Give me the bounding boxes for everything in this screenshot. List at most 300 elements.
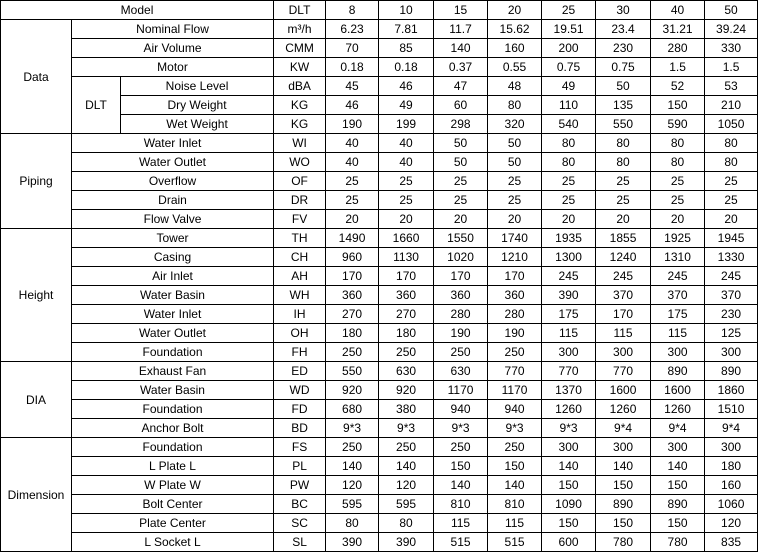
value-cell: 25	[379, 191, 434, 210]
value-cell: 49	[542, 77, 596, 96]
value-cell: 25	[705, 191, 758, 210]
table-row	[1, 343, 758, 362]
value-cell: 9*3	[434, 419, 488, 438]
value-cell: 1860	[705, 381, 758, 400]
value-cell: 80	[542, 153, 596, 172]
row-unit: WD	[274, 381, 326, 400]
table-row	[1, 77, 758, 96]
value-cell: 1260	[651, 400, 705, 419]
value-cell: 20	[379, 210, 434, 229]
model-column-header: 10	[379, 1, 434, 20]
group-label: DIA	[1, 362, 72, 438]
value-cell: 150	[651, 476, 705, 495]
row-label: Foundation	[72, 438, 274, 457]
value-cell: 1260	[542, 400, 596, 419]
value-cell: 52	[651, 77, 705, 96]
value-cell: 125	[705, 324, 758, 343]
value-cell: 550	[596, 115, 651, 134]
table-row	[1, 495, 758, 514]
row-unit: OH	[274, 324, 326, 343]
table-row	[1, 457, 758, 476]
value-cell: 19.51	[542, 20, 596, 39]
value-cell: 1600	[651, 381, 705, 400]
value-cell: 170	[596, 305, 651, 324]
value-cell: 25	[488, 172, 542, 191]
value-cell: 50	[434, 134, 488, 153]
row-label: Casing	[72, 248, 274, 267]
value-cell: 199	[379, 115, 434, 134]
value-cell: 270	[379, 305, 434, 324]
value-cell: 1945	[705, 229, 758, 248]
value-cell: 140	[434, 39, 488, 58]
value-cell: 150	[542, 476, 596, 495]
value-cell: 370	[705, 286, 758, 305]
value-cell: 550	[326, 362, 379, 381]
value-cell: 20	[488, 210, 542, 229]
value-cell: 25	[542, 172, 596, 191]
value-cell: 25	[651, 172, 705, 191]
row-unit: FV	[274, 210, 326, 229]
value-cell: 25	[705, 172, 758, 191]
row-label: Drain	[72, 191, 274, 210]
value-cell: 180	[326, 324, 379, 343]
value-cell: 9*3	[542, 419, 596, 438]
value-cell: 80	[488, 96, 542, 115]
value-cell: 80	[596, 134, 651, 153]
value-cell: 1020	[434, 248, 488, 267]
value-cell: 150	[651, 514, 705, 533]
value-cell: 140	[651, 457, 705, 476]
value-cell: 40	[379, 153, 434, 172]
value-cell: 1210	[488, 248, 542, 267]
value-cell: 120	[705, 514, 758, 533]
value-cell: 1240	[596, 248, 651, 267]
table-row	[1, 533, 758, 552]
value-cell: 360	[379, 286, 434, 305]
row-unit: SL	[274, 533, 326, 552]
model-column-header: 8	[326, 1, 379, 20]
value-cell: 110	[542, 96, 596, 115]
value-cell: 1.5	[651, 58, 705, 77]
value-cell: 1.5	[705, 58, 758, 77]
value-cell: 300	[651, 438, 705, 457]
value-cell: 80	[542, 134, 596, 153]
value-cell: 630	[434, 362, 488, 381]
value-cell: 50	[488, 134, 542, 153]
value-cell: 770	[596, 362, 651, 381]
value-cell: 40	[326, 153, 379, 172]
value-cell: 70	[326, 39, 379, 58]
value-cell: 140	[488, 476, 542, 495]
value-cell: 300	[705, 343, 758, 362]
value-cell: 150	[596, 514, 651, 533]
value-cell: 80	[705, 153, 758, 172]
value-cell: 1170	[434, 381, 488, 400]
value-cell: 120	[326, 476, 379, 495]
value-cell: 1510	[705, 400, 758, 419]
row-unit: WH	[274, 286, 326, 305]
value-cell: 280	[488, 305, 542, 324]
table-row	[1, 476, 758, 495]
value-cell: 780	[596, 533, 651, 552]
value-cell: 890	[651, 362, 705, 381]
value-cell: 515	[434, 533, 488, 552]
row-label: Water Basin	[72, 286, 274, 305]
value-cell: 9*4	[651, 419, 705, 438]
row-unit: CH	[274, 248, 326, 267]
value-cell: 320	[488, 115, 542, 134]
row-unit: PW	[274, 476, 326, 495]
value-cell: 1490	[326, 229, 379, 248]
value-cell: 370	[651, 286, 705, 305]
value-cell: 630	[379, 362, 434, 381]
value-cell: 210	[705, 96, 758, 115]
value-cell: 330	[705, 39, 758, 58]
table-row	[1, 39, 758, 58]
row-label: Tower	[72, 229, 274, 248]
row-label: Water Outlet	[72, 153, 274, 172]
row-label: Wet Weight	[121, 115, 274, 134]
value-cell: 1370	[542, 381, 596, 400]
value-cell: 135	[596, 96, 651, 115]
value-cell: 80	[651, 134, 705, 153]
value-cell: 80	[596, 153, 651, 172]
row-unit: KG	[274, 115, 326, 134]
row-unit: BD	[274, 419, 326, 438]
row-unit: SC	[274, 514, 326, 533]
row-label: Dry Weight	[121, 96, 274, 115]
row-label: Foundation	[72, 400, 274, 419]
value-cell: 175	[542, 305, 596, 324]
value-cell: 1130	[379, 248, 434, 267]
value-cell: 245	[596, 267, 651, 286]
value-cell: 80	[326, 514, 379, 533]
value-cell: 20	[596, 210, 651, 229]
value-cell: 190	[434, 324, 488, 343]
value-cell: 250	[488, 343, 542, 362]
value-cell: 280	[651, 39, 705, 58]
value-cell: 1660	[379, 229, 434, 248]
value-cell: 0.18	[326, 58, 379, 77]
row-unit: dBA	[274, 77, 326, 96]
value-cell: 890	[651, 495, 705, 514]
model-column-header: 15	[434, 1, 488, 20]
row-unit: FS	[274, 438, 326, 457]
value-cell: 1600	[596, 381, 651, 400]
value-cell: 25	[379, 172, 434, 191]
value-cell: 0.37	[434, 58, 488, 77]
value-cell: 180	[379, 324, 434, 343]
value-cell: 600	[542, 533, 596, 552]
row-unit: KG	[274, 96, 326, 115]
value-cell: 940	[488, 400, 542, 419]
value-cell: 48	[488, 77, 542, 96]
value-cell: 25	[326, 172, 379, 191]
value-cell: 380	[379, 400, 434, 419]
row-label: Water Outlet	[72, 324, 274, 343]
value-cell: 60	[434, 96, 488, 115]
value-cell: 1550	[434, 229, 488, 248]
value-cell: 80	[651, 153, 705, 172]
value-cell: 270	[326, 305, 379, 324]
value-cell: 230	[596, 39, 651, 58]
value-cell: 85	[379, 39, 434, 58]
value-cell: 9*3	[379, 419, 434, 438]
value-cell: 115	[542, 324, 596, 343]
table-row	[1, 20, 758, 39]
table-row	[1, 172, 758, 191]
value-cell: 180	[705, 457, 758, 476]
unit-header: DLT	[274, 1, 326, 20]
value-cell: 300	[651, 343, 705, 362]
value-cell: 1855	[596, 229, 651, 248]
row-unit: KW	[274, 58, 326, 77]
row-label: Foundation	[72, 343, 274, 362]
row-unit: m³/h	[274, 20, 326, 39]
row-unit: FD	[274, 400, 326, 419]
value-cell: 140	[434, 476, 488, 495]
value-cell: 9*3	[488, 419, 542, 438]
value-cell: 960	[326, 248, 379, 267]
value-cell: 595	[326, 495, 379, 514]
value-cell: 770	[488, 362, 542, 381]
value-cell: 20	[542, 210, 596, 229]
value-cell: 39.24	[705, 20, 758, 39]
value-cell: 170	[488, 267, 542, 286]
value-cell: 6.23	[326, 20, 379, 39]
value-cell: 160	[488, 39, 542, 58]
value-cell: 920	[379, 381, 434, 400]
value-cell: 540	[542, 115, 596, 134]
value-cell: 40	[326, 134, 379, 153]
row-unit: TH	[274, 229, 326, 248]
value-cell: 47	[434, 77, 488, 96]
row-label: L Socket L	[72, 533, 274, 552]
subgroup-label: DLT	[72, 77, 121, 134]
value-cell: 115	[434, 514, 488, 533]
table-row	[1, 229, 758, 248]
value-cell: 25	[434, 172, 488, 191]
value-cell: 120	[379, 476, 434, 495]
value-cell: 250	[434, 438, 488, 457]
value-cell: 390	[326, 533, 379, 552]
row-unit: WO	[274, 153, 326, 172]
value-cell: 920	[326, 381, 379, 400]
value-cell: 0.55	[488, 58, 542, 77]
row-label: Nominal Flow	[72, 20, 274, 39]
value-cell: 1925	[651, 229, 705, 248]
value-cell: 140	[542, 457, 596, 476]
value-cell: 390	[542, 286, 596, 305]
value-cell: 890	[705, 362, 758, 381]
value-cell: 1260	[596, 400, 651, 419]
value-cell: 80	[705, 134, 758, 153]
row-label: Exhaust Fan	[72, 362, 274, 381]
value-cell: 245	[542, 267, 596, 286]
value-cell: 25	[596, 191, 651, 210]
value-cell: 1935	[542, 229, 596, 248]
row-label: Motor	[72, 58, 274, 77]
table-row	[1, 324, 758, 343]
group-label: Height	[1, 229, 72, 362]
value-cell: 1170	[488, 381, 542, 400]
value-cell: 1060	[705, 495, 758, 514]
row-label: Water Inlet	[72, 134, 274, 153]
value-cell: 250	[326, 438, 379, 457]
table-row	[1, 58, 758, 77]
model-column-header: 30	[596, 1, 651, 20]
row-label: L Plate L	[72, 457, 274, 476]
value-cell: 150	[434, 457, 488, 476]
group-label: Dimension	[1, 438, 72, 552]
value-cell: 250	[488, 438, 542, 457]
value-cell: 50	[596, 77, 651, 96]
value-cell: 300	[596, 438, 651, 457]
value-cell: 140	[326, 457, 379, 476]
row-unit: DR	[274, 191, 326, 210]
value-cell: 298	[434, 115, 488, 134]
value-cell: 200	[542, 39, 596, 58]
value-cell: 11.7	[434, 20, 488, 39]
value-cell: 595	[379, 495, 434, 514]
table-row	[1, 438, 758, 457]
value-cell: 360	[488, 286, 542, 305]
value-cell: 245	[651, 267, 705, 286]
value-cell: 1740	[488, 229, 542, 248]
value-cell: 175	[651, 305, 705, 324]
table-row	[1, 419, 758, 438]
row-unit: OF	[274, 172, 326, 191]
model-column-header: 50	[705, 1, 758, 20]
value-cell: 780	[651, 533, 705, 552]
value-cell: 50	[434, 153, 488, 172]
group-label: Piping	[1, 134, 72, 229]
value-cell: 140	[379, 457, 434, 476]
value-cell: 245	[705, 267, 758, 286]
model-header: Model	[1, 1, 274, 20]
table-row	[1, 191, 758, 210]
value-cell: 115	[651, 324, 705, 343]
row-label: Overflow	[72, 172, 274, 191]
value-cell: 170	[379, 267, 434, 286]
row-label: Bolt Center	[72, 495, 274, 514]
value-cell: 25	[434, 191, 488, 210]
row-label: W Plate W	[72, 476, 274, 495]
value-cell: 46	[379, 77, 434, 96]
value-cell: 0.18	[379, 58, 434, 77]
value-cell: 9*4	[596, 419, 651, 438]
value-cell: 20	[651, 210, 705, 229]
table-row	[1, 153, 758, 172]
table-row	[1, 514, 758, 533]
value-cell: 150	[651, 96, 705, 115]
table-row	[1, 400, 758, 419]
table-row	[1, 248, 758, 267]
value-cell: 25	[542, 191, 596, 210]
value-cell: 770	[542, 362, 596, 381]
value-cell: 230	[705, 305, 758, 324]
value-cell: 40	[379, 134, 434, 153]
value-cell: 190	[488, 324, 542, 343]
value-cell: 25	[651, 191, 705, 210]
table-row	[1, 267, 758, 286]
value-cell: 370	[596, 286, 651, 305]
value-cell: 150	[596, 476, 651, 495]
value-cell: 50	[488, 153, 542, 172]
value-cell: 0.75	[542, 58, 596, 77]
value-cell: 45	[326, 77, 379, 96]
value-cell: 810	[488, 495, 542, 514]
value-cell: 680	[326, 400, 379, 419]
value-cell: 9*4	[705, 419, 758, 438]
row-label: Flow Valve	[72, 210, 274, 229]
value-cell: 300	[596, 343, 651, 362]
value-cell: 25	[596, 172, 651, 191]
row-unit: WI	[274, 134, 326, 153]
value-cell: 115	[596, 324, 651, 343]
row-unit: FH	[274, 343, 326, 362]
row-unit: PL	[274, 457, 326, 476]
model-column-header: 20	[488, 1, 542, 20]
value-cell: 20	[705, 210, 758, 229]
row-label: Air Inlet	[72, 267, 274, 286]
value-cell: 810	[434, 495, 488, 514]
value-cell: 190	[326, 115, 379, 134]
row-label: Air Volume	[72, 39, 274, 58]
value-cell: 1330	[705, 248, 758, 267]
value-cell: 9*3	[326, 419, 379, 438]
value-cell: 115	[488, 514, 542, 533]
table-row	[1, 381, 758, 400]
model-column-header: 25	[542, 1, 596, 20]
value-cell: 300	[705, 438, 758, 457]
value-cell: 300	[542, 438, 596, 457]
value-cell: 250	[379, 438, 434, 457]
value-cell: 250	[326, 343, 379, 362]
value-cell: 53	[705, 77, 758, 96]
row-label: Water Inlet	[72, 305, 274, 324]
value-cell: 360	[434, 286, 488, 305]
row-unit: AH	[274, 267, 326, 286]
row-unit: ED	[274, 362, 326, 381]
value-cell: 23.4	[596, 20, 651, 39]
value-cell: 1050	[705, 115, 758, 134]
value-cell: 280	[434, 305, 488, 324]
value-cell: 150	[542, 514, 596, 533]
spec-table-body	[1, 1, 758, 552]
group-label: Data	[1, 20, 72, 134]
table-row	[1, 362, 758, 381]
value-cell: 835	[705, 533, 758, 552]
row-unit: BC	[274, 495, 326, 514]
value-cell: 80	[379, 514, 434, 533]
table-row	[1, 305, 758, 324]
value-cell: 46	[326, 96, 379, 115]
row-label: Noise Level	[121, 77, 274, 96]
model-column-header: 40	[651, 1, 705, 20]
table-row	[1, 134, 758, 153]
value-cell: 15.62	[488, 20, 542, 39]
value-cell: 25	[488, 191, 542, 210]
value-cell: 1310	[651, 248, 705, 267]
value-cell: 49	[379, 96, 434, 115]
value-cell: 940	[434, 400, 488, 419]
value-cell: 20	[326, 210, 379, 229]
value-cell: 590	[651, 115, 705, 134]
value-cell: 170	[326, 267, 379, 286]
value-cell: 150	[488, 457, 542, 476]
value-cell: 25	[326, 191, 379, 210]
